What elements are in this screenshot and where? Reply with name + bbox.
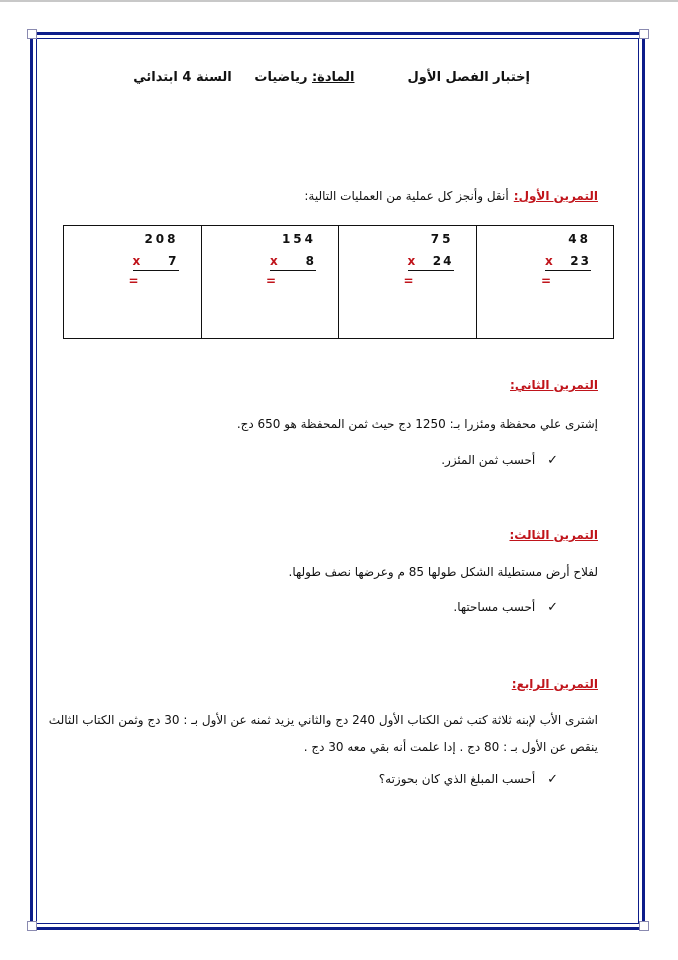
corner-ornament bbox=[639, 29, 649, 39]
operand-top: 154 bbox=[281, 232, 316, 246]
top-edge-line bbox=[0, 0, 678, 2]
operand-top: 48 bbox=[568, 232, 591, 246]
corner-ornament bbox=[27, 921, 37, 931]
multiply-sign: x bbox=[132, 254, 141, 268]
exercise-3-task-row bbox=[453, 600, 558, 615]
exercise-2-title: التمرين الثاني: bbox=[510, 378, 598, 392]
exercise-4-line-1: اشترى الأب لإبنه ثلاثة كتب ثمن الكتاب الأول 240 دج والثاني يزيد ثمنه عن الأول بـ : 30 دج وثمن الكتاب الثالث bbox=[48, 713, 598, 727]
operand-top: 75 bbox=[430, 232, 454, 246]
subject-name: رياضيات bbox=[254, 70, 308, 85]
checkmark-icon: ✓ bbox=[547, 453, 558, 468]
exercise-1-title: التمرين الأول: bbox=[513, 189, 598, 203]
multiply-sign: x bbox=[270, 254, 278, 268]
multiply-row bbox=[545, 254, 591, 271]
exercise-1-instruction: أنقل وأنجز كل عملية من العمليات التالية: bbox=[304, 189, 509, 203]
equals-sign: = bbox=[265, 274, 276, 288]
operation-cell bbox=[477, 226, 614, 338]
equals-sign: = bbox=[540, 274, 551, 288]
subject-label: المادة: bbox=[311, 70, 355, 85]
exercise-2-task-row bbox=[441, 453, 558, 468]
checkmark-icon: ✓ bbox=[547, 600, 558, 615]
level: السنة 4 ابتدائي bbox=[133, 70, 232, 85]
multiply-sign: x bbox=[407, 254, 416, 268]
corner-ornament bbox=[639, 921, 649, 931]
exercise-3-text: لفلاح أرض مستطيلة الشكل طولها 85 م وعرضها نصف طولها. bbox=[288, 565, 598, 579]
exercise-1-heading bbox=[304, 185, 598, 204]
exercise-4-task-row bbox=[379, 772, 558, 787]
corner-ornament bbox=[27, 29, 37, 39]
exercise-4-task: أحسب المبلغ الذي كان بحوزته؟ bbox=[378, 772, 536, 786]
operand-bottom: 24 bbox=[432, 254, 454, 268]
exercise-3-task: أحسب مساحتها. bbox=[453, 600, 536, 614]
exercise-4-title: التمرين الرابع: bbox=[511, 677, 598, 691]
operand-top: 208 bbox=[144, 232, 179, 246]
multiply-row bbox=[270, 254, 316, 271]
operand-bottom: 7 bbox=[168, 254, 179, 268]
exam-header bbox=[133, 70, 530, 85]
exercise-2-text: إشترى علي محفظة ومئزرا بـ: 1250 دج حيث ثمن المحفظة هو 650 دج. bbox=[236, 417, 598, 431]
multiply-row bbox=[408, 254, 454, 271]
operand-bottom: 8 bbox=[305, 254, 316, 268]
page-border-inner bbox=[36, 38, 639, 924]
equals-sign: = bbox=[128, 274, 139, 288]
operations-table bbox=[63, 225, 614, 339]
exercise-4-line-2: ينقص عن الأول بـ : 80 دج . إدا علمت أنه بقي معه 30 دج . bbox=[303, 740, 598, 754]
operation-cell bbox=[339, 226, 477, 338]
checkmark-icon: ✓ bbox=[547, 772, 558, 787]
exam-title: إختبار الفصل الأول bbox=[407, 70, 530, 85]
operation-cell bbox=[64, 226, 202, 338]
multiply-row bbox=[133, 254, 179, 271]
operand-bottom: 23 bbox=[570, 254, 591, 268]
exercise-2-task: أحسب ثمن المئزر. bbox=[441, 453, 536, 467]
multiply-sign: x bbox=[545, 254, 553, 268]
equals-sign: = bbox=[403, 274, 414, 288]
exercise-3-title: التمرين الثالث: bbox=[509, 528, 598, 542]
operation-cell bbox=[202, 226, 340, 338]
